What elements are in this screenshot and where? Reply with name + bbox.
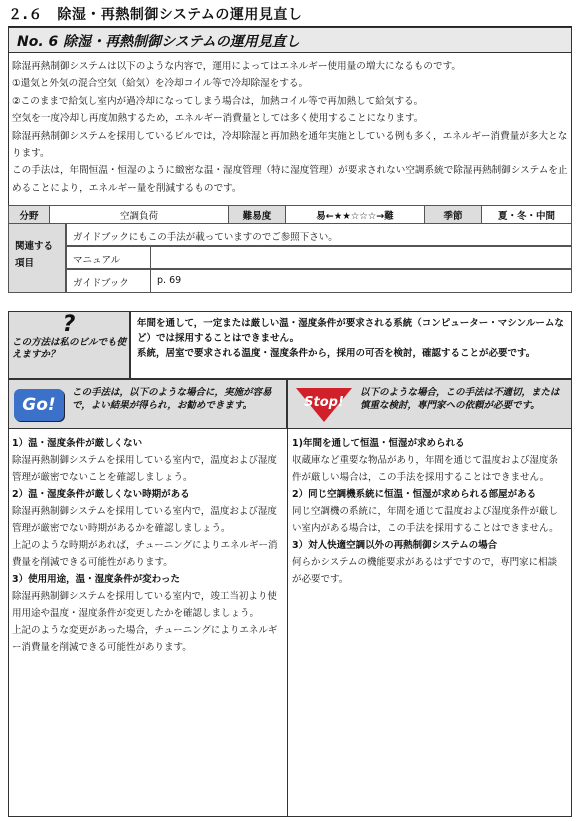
- related-note-row: [66, 223, 572, 246]
- description-line: ②このままで給気し室内が過冷却になってしまう場合は，加熱コイル等で再加熱して給気する。: [12, 95, 424, 107]
- season-label: 季節: [425, 206, 482, 224]
- description: [12, 58, 568, 197]
- description-line: 除湿再熱制御システムは以下のような内容で，運用によってはエネルギー使用量の増大になるものです。: [12, 61, 461, 72]
- guidebook-label: ガイドブック: [67, 270, 151, 292]
- meta-table: [8, 205, 572, 224]
- manual-value: [151, 247, 571, 268]
- manual-label: マニュアル: [67, 247, 151, 268]
- guidebook-page: p. 69: [157, 275, 182, 286]
- go-icon: Go!: [14, 389, 64, 421]
- go-list: [12, 435, 282, 656]
- stop-item-heading: 1)年間を通して恒温・恒湿が求められる: [292, 438, 465, 449]
- difficulty-value: 易←★★☆☆☆→難: [286, 206, 425, 224]
- description-line: 空気を一度冷却し再度加熱するため，エネルギー消費量としては多く使用することになります。: [12, 113, 424, 125]
- stop-item-text: 同じ空調機の系統に，年間を通じて温度および湿度条件が厳しい室内がある場合は，この手法を採用することはできません。: [292, 506, 559, 534]
- go-item-heading: 2）温・湿度条件が厳しくない時期がある: [12, 489, 190, 500]
- go-item-text: 除湿再熱制御システムを採用している室内で，竣工当初より使用用途や温度・湿度条件が変更したかを確認しましょう。: [12, 591, 277, 619]
- stop-header-text: 以下のような場合，この手法は不適切，または慎重な検討，専門家への依頼が必要です。: [360, 387, 560, 411]
- stop-label: Stop!: [304, 395, 344, 410]
- go-item-text: 上記のような時期があれば，チューニングによりエネルギー消費量を削減できる可能性があります。: [12, 540, 278, 568]
- question-answer: [130, 311, 572, 379]
- go-item-heading: 1）温・湿度条件が厳しくない: [12, 438, 143, 449]
- description-line: ①還気と外気の混合空気（給気）を冷却コイル等で冷却除湿をする。: [12, 78, 309, 90]
- related-label: 関連する項目: [8, 223, 66, 293]
- go-item-text: 除湿再熱制御システムを採用している室内で，温度および湿度管理が厳密でない時期があるかを確認しましょう。: [12, 506, 277, 534]
- stop-icon: [294, 386, 354, 424]
- manual-row: [66, 246, 572, 269]
- section-title: ２.６ 除湿・再熱制御システムの運用見直し: [8, 4, 572, 28]
- go-item-text: 上記のような変更があった場合，チューニングによりエネルギー消費量を削減できる可能性があります。: [12, 625, 278, 653]
- stop-item-heading: 2）同じ空調機系統に恒温・恒湿が求められる部屋がある: [292, 489, 537, 500]
- go-item-text: 除湿再熱制御システムを採用している室内で，温度および湿度管理が厳密でないことを確認しましょう。: [12, 455, 277, 483]
- related-note: ガイドブックにもこの手法が載っていますのでご参照下さい。: [73, 232, 338, 243]
- guidebook-row: [66, 269, 572, 293]
- answer-line: 系統，居室で要求される温度・湿度条件から，採用の可否を検討，確認することが必要です。: [137, 348, 536, 359]
- go-header-text: この手法は，以下のような場合に，実施が容易で，よい結果が得られ，お勧めできます。: [72, 387, 272, 411]
- question-prompt: この方法は私のビルでも使えますか？: [12, 337, 127, 360]
- stop-item-text: 収蔵庫など重要な物品があり，年間を通じて温度および湿度条件が厳しい場合は，この手法を採用することはできません。: [292, 455, 559, 483]
- season-value: 夏・冬・中間: [482, 206, 572, 224]
- field-label: 分野: [9, 206, 50, 224]
- stop-item-text: 何らかシステムの機能要求があるはずですので，専門家に相談が必要です。: [292, 557, 558, 585]
- answer-line: 年間を通して，一定または厳しい温・湿度条件が要求される系統（コンピューター・マシンルームなど）では採用することはできません。: [137, 318, 564, 344]
- description-line: 除湿再熱制御システムを採用しているビルでは，冷却除湿と再加熱を通年実施としている例も多く，エネルギー消費量が多大となります。: [12, 130, 568, 160]
- stop-item-heading: 3）対人快適空調以外の再熱制御システムの場合: [292, 540, 498, 551]
- go-item-heading: 3）使用用途，温・湿度条件が変わった: [12, 574, 181, 585]
- measure-title: No. 6 除湿・再熱制御システムの運用見直し: [8, 27, 572, 53]
- difficulty-label: 難易度: [229, 206, 286, 224]
- column-divider: [287, 429, 288, 817]
- description-line: この手法は，年間恒温・恒湿のように緻密な温・湿度管理（特に湿度管理）が要求されない空調系統で除湿再熱制御システムを止めることにより，エネルギー量を削減するものです。: [12, 165, 568, 194]
- stop-list: [292, 435, 566, 588]
- field-value: 空調負荷: [50, 206, 229, 224]
- question-mark-icon: ?: [62, 312, 76, 337]
